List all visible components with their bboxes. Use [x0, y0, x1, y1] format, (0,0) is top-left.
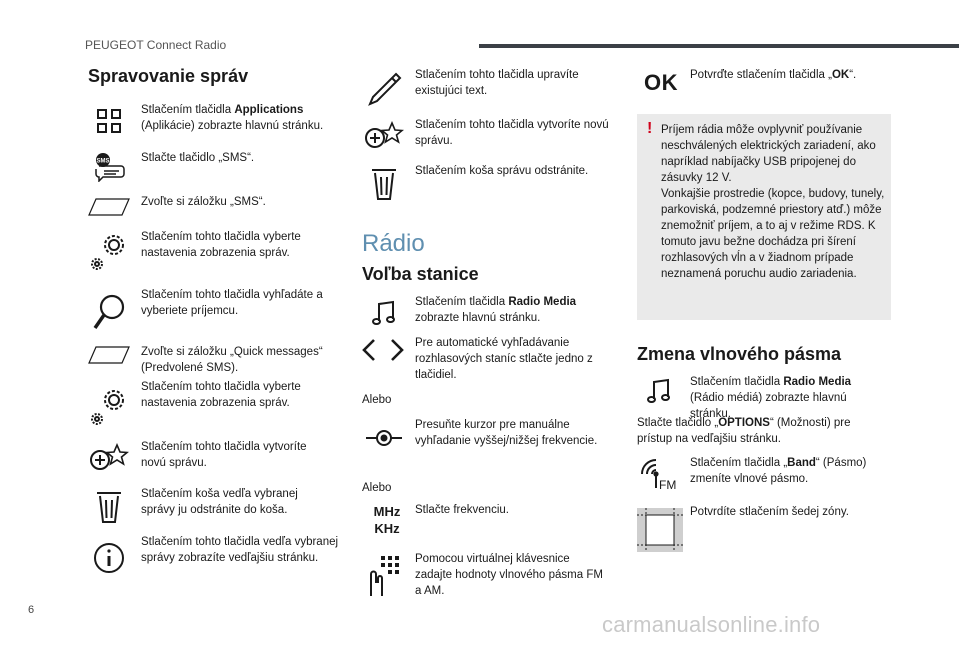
item-radio-media-text-2: Stlačením tlačidla Radio Media (Rádio médiá) zobrazte hlavnú stránku. [690, 376, 852, 420]
item-auto-search-text: Pre automatické vyhľadávanie rozhlasových staníc stlačte jedno z tlačidiel. [415, 337, 593, 381]
music-note-icon [372, 300, 396, 326]
trash-icon-2 [371, 167, 397, 201]
sms-icon [93, 152, 127, 182]
page-number: 6 [28, 604, 35, 616]
applications-grid-icon [96, 108, 122, 134]
note-text [661, 122, 889, 282]
keypad-hand-icon [367, 556, 405, 598]
item-new-message-text-2: Stlačením tohto tlačidla vytvoríte novú správu. [415, 119, 609, 147]
new-message-star-icon-2 [364, 121, 404, 151]
music-note-icon-2 [647, 378, 671, 404]
mhz-khz-icon [370, 503, 404, 537]
header-title: PEUGEOT Connect Radio [85, 38, 227, 52]
item-band-text: Stlačením tlačidla „Band“ (Pásmo) zmeníte vlnové pásmo. [690, 457, 867, 485]
item-delete-text: Stlačením koša vedľa vybranej správy ju odstránite do koša. [141, 488, 298, 516]
item-sms-text: Stlačte tlačidlo „SMS“. [141, 152, 255, 164]
mhz-label: MHz [373, 504, 401, 519]
trash-icon [96, 490, 122, 524]
item-new-message-text: Stlačením tohto tlačidla vytvoríte novú správu. [141, 441, 307, 469]
warning-icon: ! [647, 120, 653, 137]
new-message-star-icon [89, 443, 129, 473]
svg-text:SMS: SMS [96, 158, 110, 165]
heading-station-selection: Voľba stanice [362, 264, 479, 284]
header-bar [479, 44, 959, 48]
pencil-edit-icon [368, 72, 402, 106]
search-icon [92, 293, 128, 331]
heading-message-management: Spravovanie správ [88, 66, 249, 86]
svg-text:FM: FM [659, 478, 677, 492]
khz-label: KHz [374, 521, 400, 536]
alebo-2: Alebo [362, 482, 392, 494]
item-display-settings-text-2: Stlačením tohto tlačidla vyberte nastavenia zobrazenia správ. [141, 381, 301, 409]
gear-settings-icon [90, 231, 128, 271]
ok-icon: OK [644, 70, 678, 95]
item-delete-message-text: Stlačením koša správu odstránite. [415, 165, 589, 177]
tab-icon [88, 198, 130, 216]
item-quick-messages-text: Zvoľte si záložku „Quick messages“ (Predvolené SMS). [141, 346, 323, 374]
item-radio-media-text: Stlačením tlačidla Radio Media zobrazte hlavnú stránku. [415, 296, 577, 324]
watermark: carmanualsonline.info [602, 612, 821, 637]
item-grey-zone-text: Potvrdíte stlačením šedej zóny. [690, 506, 849, 518]
grey-zone-icon [637, 508, 683, 552]
item-virtual-keyboard-text: Pomocou virtuálnej klávesnice zadajte hodnoty vlnového pásma FM a AM. [415, 553, 603, 597]
item-frequency-text: Stlačte frekvenciu. [415, 504, 509, 516]
seek-arrows-icon [362, 338, 404, 362]
item-ok-text: Potvrďte stlačením tlačidla „OK“. [690, 69, 857, 81]
section-radio-title: Rádio [362, 230, 425, 257]
alebo-1: Alebo [362, 394, 392, 406]
tuning-cursor-icon [366, 428, 402, 448]
item-edit-text: Stlačením tohto tlačidla upravíte existujúci text. [415, 69, 579, 97]
gear-settings-icon-2 [90, 386, 128, 426]
info-icon [93, 542, 125, 574]
tab-icon-2 [88, 346, 130, 364]
item-manual-search-text: Presuňte kurzor pre manuálne vyhľadanie vyššej/nižšej frekvencie. [415, 419, 598, 447]
item-display-settings-text: Stlačením tohto tlačidla vyberte nastavenia zobrazenia správ. [141, 231, 301, 259]
fm-band-icon [638, 456, 682, 492]
item-secondary-page-text: Stlačením tohto tlačidla vedľa vybranej správy zobrazíte vedľajšiu stránku. [141, 536, 339, 564]
item-search-recipient-text: Stlačením tohto tlačidla vyhľadáte a vyberiete príjemcu. [141, 289, 323, 317]
note-paragraph-1: Príjem rádia môže ovplyvniť používanie neschválených elektrických zariadení, ako napríklad nabíjačky USB pripojenej do zásuvky 12 V. [661, 124, 876, 184]
note-paragraph-2: Vonkajšie prostredie (kopce, budovy, tunely, parkoviská, podzemné priestory atď.) môže znemožniť príjem, a to aj v režime RDS. K tomuto javu bežne dochádza pri šírení rozhlasových vĺn a v žiadnom prípade neznamená poruchu audio zariadenia. [661, 188, 885, 280]
item-options-text: Stlačte tlačidlo „OPTIONS“ (Možnosti) pre prístup na vedľajšiu stránku. [637, 417, 851, 445]
item-applications-text: Stlačením tlačidla Applications (Aplikácie) zobrazte hlavnú stránku. [141, 104, 324, 132]
heading-band-change: Zmena vlnového pásma [637, 344, 842, 364]
item-sms-tab-text: Zvoľte si záložku „SMS“. [141, 196, 266, 208]
